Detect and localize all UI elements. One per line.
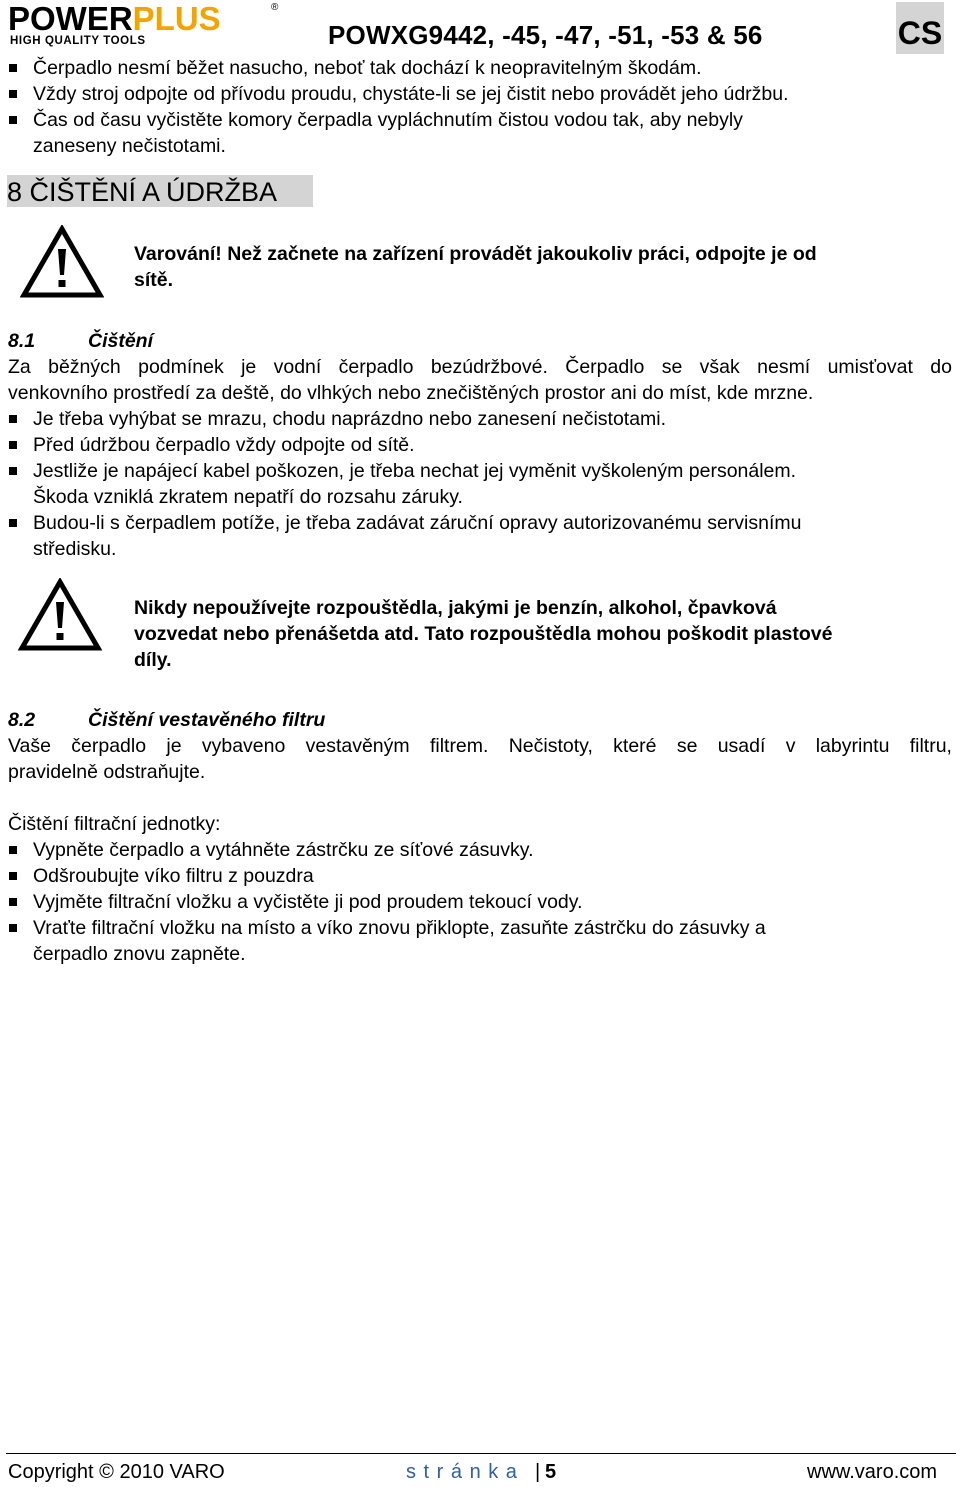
paragraph-line: Za běžných podmínek je vodní čerpadlo bezúdržbové. Čerpadlo se však nesmí umisťovat do [8, 356, 952, 378]
subsection-title: Čištění vestavěného filtru [88, 709, 326, 731]
bullet-icon [9, 872, 17, 880]
bullet-icon [9, 846, 17, 854]
paragraph-line: Vaše čerpadlo je vybaveno vestavěným filtrem. Nečistoty, které se usadí v labyrintu filtru, [8, 735, 952, 757]
list-item-continuation: zaneseny nečistotami. [33, 135, 226, 157]
footer-page-number: 5 [545, 1461, 557, 1483]
brand-logo [8, 2, 278, 48]
list-title: Čištění filtrační jednotky: [8, 813, 221, 835]
footer-page-label: s t r á n k a [406, 1461, 518, 1483]
list-item-continuation: Škoda vzniklá zkratem nepatří do rozsahu záruky. [33, 486, 463, 508]
bullet-icon [9, 415, 17, 423]
warning-text: Nikdy nepoužívejte rozpouštědla, jakými je benzín, alkohol, čpavková [134, 597, 777, 619]
bullet-icon [9, 898, 17, 906]
footer-website-link[interactable]: www.varo.com [807, 1461, 938, 1483]
model-number: POWXG9442, -45, -47, -51, -53 & 56 [328, 20, 763, 50]
bullet-icon [9, 441, 17, 449]
warning-text: díly. [134, 649, 172, 671]
subsection-number: 8.1 [8, 330, 36, 352]
footer-page-separator: | [535, 1461, 541, 1483]
subsection-title: Čištění [88, 330, 154, 352]
warning-icon [20, 225, 104, 300]
warning-text: Varování! Než začnete na zařízení provádět jakoukoliv práci, odpojte je od [134, 243, 817, 265]
language-badge: CS [896, 2, 944, 54]
warning-icon [18, 578, 102, 653]
bullet-icon [9, 64, 17, 72]
paragraph-line: venkovního prostředí za deště, do vlhkých nebo znečištěných prostor ani do míst, kde mrzne. [8, 382, 814, 404]
bullet-icon [9, 519, 17, 527]
bullet-icon [9, 467, 17, 475]
list-item-continuation: středisku. [33, 538, 117, 560]
logo-registered-mark: ® [271, 2, 279, 13]
paragraph-line: pravidelně odstraňujte. [8, 761, 206, 783]
logo-text-power: POWER [8, 0, 133, 37]
bullet-icon [9, 116, 17, 124]
warning-text: vozvedat nebo přenášetda atd. Tato rozpouštědla mohou poškodit plastové [134, 623, 833, 645]
bullet-icon [9, 90, 17, 98]
logo-tagline: HIGH QUALITY TOOLS [10, 35, 146, 47]
list-item-continuation: čerpadlo znovu zapněte. [33, 943, 246, 965]
bullet-icon [9, 924, 17, 932]
section-heading: 8 ČIŠTĚNÍ A ÚDRŽBA [7, 175, 313, 207]
subsection-number: 8.2 [8, 709, 36, 731]
footer-copyright: Copyright © 2010 VARO [8, 1461, 225, 1483]
logo-text-plus: PLUS [132, 0, 221, 37]
footer-divider [6, 1453, 956, 1454]
warning-text: sítě. [134, 269, 174, 291]
